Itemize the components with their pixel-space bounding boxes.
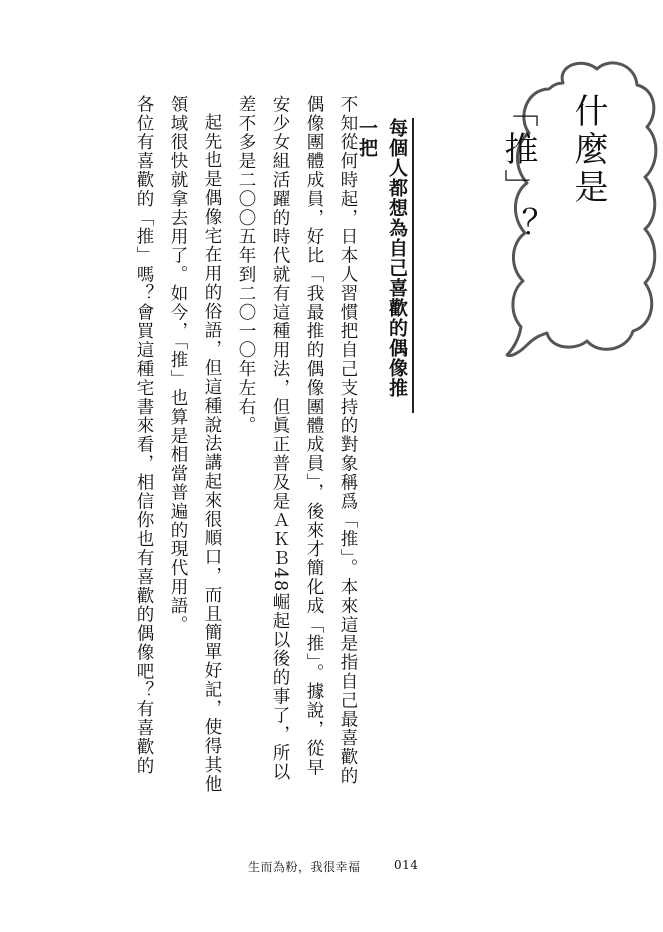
page-number: 014 [394,858,419,872]
title-cloud-bubble [498,55,660,360]
section-heading: 每個人都想為自己喜歡的偶像推一把 [356,118,408,398]
body-paragraph-2: 起先也是偶像宅在用的俗語，但這種說法講起來很順口，而且簡單好記，使得其他領域很快就拿去用了。如今，「推」也算是相當普遍的現代用語。 [168,95,222,793]
heading-divider [412,118,414,413]
bubble-title: 什麼是「推」？ [498,93,608,245]
footer-book-title: 生而為粉，我很幸福 [248,860,361,874]
body-text [95,95,365,795]
body-paragraph-1: 不知從何時起，日本人習慣把自己支持的對象稱爲「推」。本來這是指自己最喜歡的偶像團體成員，好比「我最推的偶像團體成員」，後來才簡化成「推」。據說，從早安少女組活躍的時代就有這種用法，但眞正普及是ＡＫＢ48崛起以後的事了，所以差不多是二〇〇五年到二〇一〇年左右。 [236,95,358,786]
body-paragraph-3: 各位有喜歡的「推」嗎？會買這種宅書來看，相信你也有喜歡的偶像吧？有喜歡的 [134,95,154,776]
page-footer [0,858,663,882]
